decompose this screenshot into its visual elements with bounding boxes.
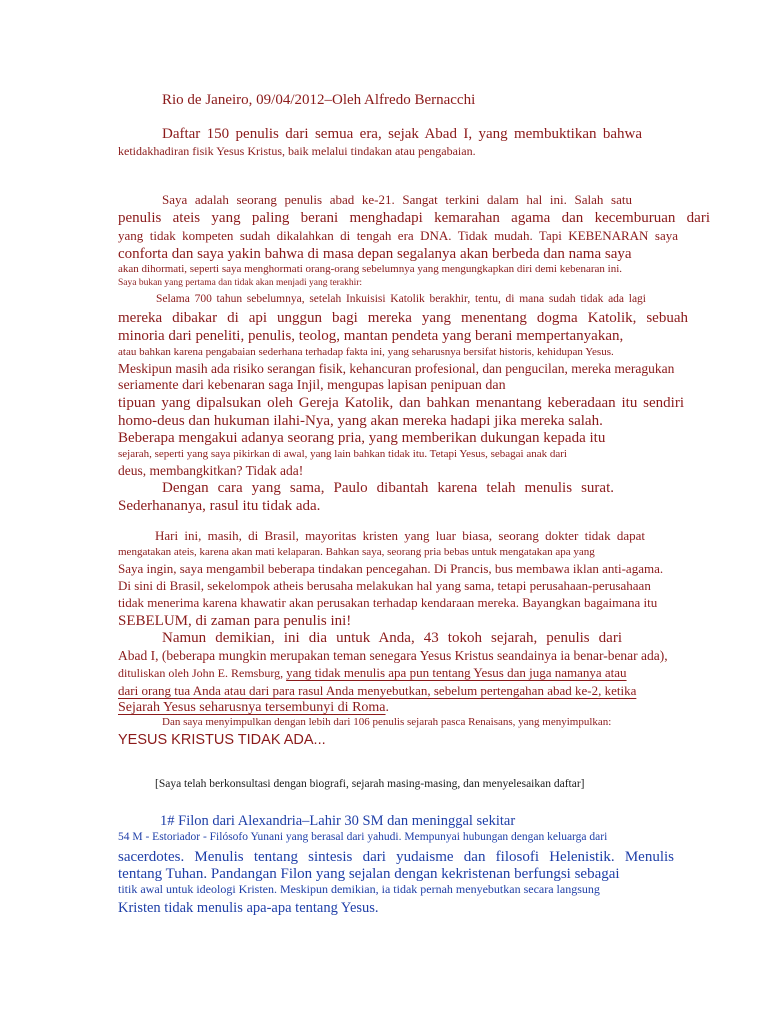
- source-note: [Saya telah berkonsultasi dengan biografi, sejarah masing-masing, dan menyelesaikan daftar]: [155, 778, 585, 790]
- paragraph-line: tidak menerima karena khawatir akan perusakan terhadap kendaraan mereka. Bayangkan bagaimana itu: [118, 595, 658, 610]
- paragraph-line: Hari ini, masih, di Brasil, mayoritas kristen yang luar biasa, seorang dokter tidak dapat: [155, 528, 645, 543]
- entry-title: 1# Filon dari Alexandria–Lahir 30 SM dan meninggal sekitar: [160, 813, 516, 829]
- entry-line: Kristen tidak menulis apa-apa tentang Yesus.: [118, 900, 379, 916]
- paragraph-line: Dengan cara yang sama, Paulo dibantah karena telah menulis surat.: [162, 480, 614, 496]
- paragraph-line: yang tidak kompeten sudah dikalahkan di tengah era DNA. Tidak mudah. Tapi KEBENARAN saya: [118, 228, 678, 243]
- entry-line: titik awal untuk ideologi Kristen. Meskipun demikian, ia tidak pernah menyebutkan secara langsung: [118, 882, 600, 896]
- paragraph-line: mereka dibakar di api unggun bagi mereka yang menentang dogma Katolik, sebuah: [118, 310, 688, 326]
- paragraph-line: tipuan yang dipalsukan oleh Gereja Katolik, dan bahkan menantang keberadaan itu sendiri: [118, 395, 684, 411]
- paragraph-line: Selama 700 tahun sebelumnya, setelah Inkuisisi Katolik berakhir, tentu, di mana sudah tidak ada lagi: [156, 293, 646, 305]
- paragraph-line: [118, 666, 710, 681]
- paragraph-line: Dan saya menyimpulkan dengan lebih dari 106 penulis sejarah pasca Renaisans, yang menyimpulkan:: [162, 716, 612, 728]
- paragraph-line: penulis ateis yang paling berani menghadapi kemarahan agama dan kecemburuan dari: [118, 210, 710, 226]
- paragraph-line: Di sini di Brasil, sekelompok atheis berusaha melakukan hal yang sama, tetapi perusahaan-perusahaan: [118, 578, 651, 593]
- intro-line: Daftar 150 penulis dari semua era, sejak Abad I, yang membuktikan bahwa: [162, 126, 642, 142]
- paragraph-line: conforta dan saya yakin bahwa di masa depan segalanya akan berbeda dan nama saya: [118, 246, 632, 262]
- paragraph-line: akan dihormati, seperti saya menghormati orang-orang sebelumnya yang mengungkapkan diri demi kebenaran ini.: [118, 263, 623, 275]
- quoted-claim: Sejarah Yesus seharusnya tersembunyi di Roma: [118, 700, 386, 715]
- paragraph-line: Saya bukan yang pertama dan tidak akan menjadi yang terakhir:: [118, 278, 363, 288]
- dateline: Rio de Janeiro, 09/04/2012–Oleh Alfredo Bernacchi: [162, 92, 476, 108]
- paragraph-line: atau bahkan karena pengabaian sederhana terhadap fakta ini, yang seharusnya bersifat historis, kehidupan Yesus.: [118, 346, 614, 358]
- paragraph-line: SEBELUM, di zaman para penulis ini!: [118, 613, 352, 629]
- quoted-claim: dari orang tua Anda atau dari para rasul Anda menyebutkan, sebelum pertengahan abad ke-2, ketika: [118, 683, 637, 698]
- entry-line: sacerdotes. Menulis tentang sintesis dari yudaisme dan filosofi Helenistik. Menulis: [118, 849, 674, 865]
- paragraph-line: seriamente dari kebenaran saga Injil, mengupas lapisan penipuan dan: [118, 378, 506, 393]
- paragraph-line: sejarah, seperti yang saya pikirkan di awal, yang lain bahkan tidak itu. Tetapi Yesus, sebagai anak dari: [118, 448, 567, 460]
- author-reference: dituliskan oleh John E. Remsburg,: [118, 666, 287, 680]
- paragraph-line: Sederhananya, rasul itu tidak ada.: [118, 498, 321, 514]
- paragraph-line: Abad I, (beberapa mungkin merupakan teman senegara Yesus Kristus seandainya ia benar-benar ada),: [118, 648, 668, 663]
- entry-line: 54 M - Estoriador - Filósofo Yunani yang berasal dari yahudi. Mempunyai hubungan dengan keluarga dari: [118, 831, 608, 843]
- paragraph-line: Saya ingin, saya mengambil beberapa tindakan pencegahan. Di Prancis, bus membawa iklan anti-agama.: [118, 561, 664, 576]
- entry-line: tentang Tuhan. Pandangan Filon yang sejalan dengan kekristenan berfungsi sebagai: [118, 866, 620, 882]
- paragraph-line: Namun demikian, ini dia untuk Anda, 43 tokoh sejarah, penulis dari: [162, 630, 622, 646]
- quoted-claim: yang tidak menulis apa pun tentang Yesus dan juga namanya atau: [286, 665, 627, 680]
- paragraph-line: homo-deus dan hukuman ilahi-Nya, yang akan mereka hadapi jika mereka salah.: [118, 413, 603, 429]
- paragraph-line: Beberapa mengakui adanya seorang pria, yang memberikan dukungan kepada itu: [118, 430, 606, 446]
- paragraph-line: deus, membangkitkan? Tidak ada!: [118, 463, 304, 478]
- paragraph-line: minoria dari peneliti, penulis, teolog, mantan pendeta yang berani mempertanyakan,: [118, 328, 624, 344]
- intro-line: ketidakhadiran fisik Yesus Kristus, baik melalui tindakan atau pengabaian.: [118, 144, 476, 158]
- paragraph-line: Meskipun masih ada risiko serangan fisik, kehancuran profesional, dan pengucilan, mereka meragukan: [118, 361, 675, 376]
- period: .: [385, 700, 390, 715]
- paragraph-line: [118, 700, 710, 716]
- paragraph-line: Saya adalah seorang penulis abad ke-21. Sangat terkini dalam hal ini. Salah satu: [162, 192, 632, 207]
- conclusion-heading: YESUS KRISTUS TIDAK ADA...: [118, 732, 326, 748]
- paragraph-line: mengatakan ateis, karena akan mati kelaparan. Bahkan saya, seorang pria bebas untuk mengatakan apa yang: [118, 546, 595, 558]
